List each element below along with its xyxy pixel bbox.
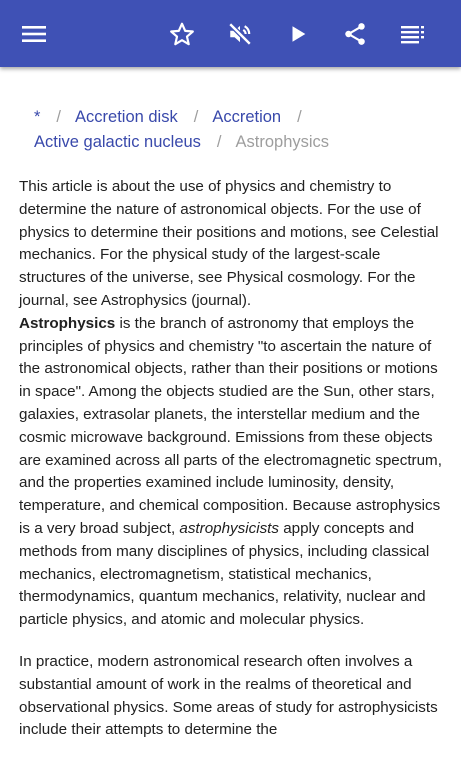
breadcrumb-item-accretion-disk[interactable]: Accretion disk [75,108,178,126]
paragraph: In practice, modern astronomical research often involves a substantial amount of work in the realms of theoretical and observational physics. Some areas of study for astrophysicists include their attempts to determine the [19,652,438,739]
article-term: Astrophysics [19,314,116,332]
hatnote-text: This article is about the use of physics and chemistry to determine the nature of astronomical objects. For the use of physics to determine their positions and motions, see Celestial mechanics. For the physical study of the largest-scale structures of the universe, see Physical cosmology. For the journal, see Astrophysics (journal). [19,178,439,309]
menu-icon [21,24,47,44]
article-body [0,176,461,742]
menu-button[interactable] [10,0,58,67]
breadcrumb-separator: / [216,133,222,151]
breadcrumb-item-active-galactic-nucleus[interactable]: Active galactic nucleus [34,133,201,151]
play-button[interactable] [274,0,322,67]
app-bar [0,0,461,67]
bookmark-button[interactable] [158,0,206,67]
breadcrumb-separator: / [193,108,199,126]
breadcrumb-current: Astrophysics [235,133,330,151]
italic-term: astrophysicists [179,519,279,537]
breadcrumb-separator: / [297,108,302,126]
share-icon [342,21,368,47]
volume-off-icon [227,21,253,47]
lead-text: is the branch of astronomy that employs the principles of physics and chemistry "to ascertain the nature of the astronomical objects, rather than their positions or motions in space". Among the objects studied are the Sun, other stars, galaxies, extrasolar planets, the interstellar medium and the cosmic microwave background. Emissions from these objects are examined across all parts of the electromagnetic spectrum, and the properties examined include luminosity, density, temperature, and chemical composition. Because astrophysics is a very broad subject, [19,314,442,537]
play-icon [287,23,309,45]
contents-button[interactable] [389,0,437,67]
playlist-icon [400,23,426,45]
share-button[interactable] [331,0,379,67]
mute-button[interactable] [216,0,264,67]
lead-text-continued: apply concepts and methods from many disciplines of physics, including classical mechanics, electromagnetism, statistical mechanics, thermodynamics, quantum mechanics, relativity, nuclear and particle physics, and atomic and molecular physics. [19,519,430,629]
breadcrumb [0,67,461,155]
breadcrumb-separator: / [56,108,62,126]
breadcrumb-item-root[interactable]: * [34,108,41,126]
content-area [0,67,461,742]
breadcrumb-item-accretion[interactable]: Accretion [212,108,282,126]
star-outline-icon [169,21,195,47]
hatnote [19,176,442,632]
